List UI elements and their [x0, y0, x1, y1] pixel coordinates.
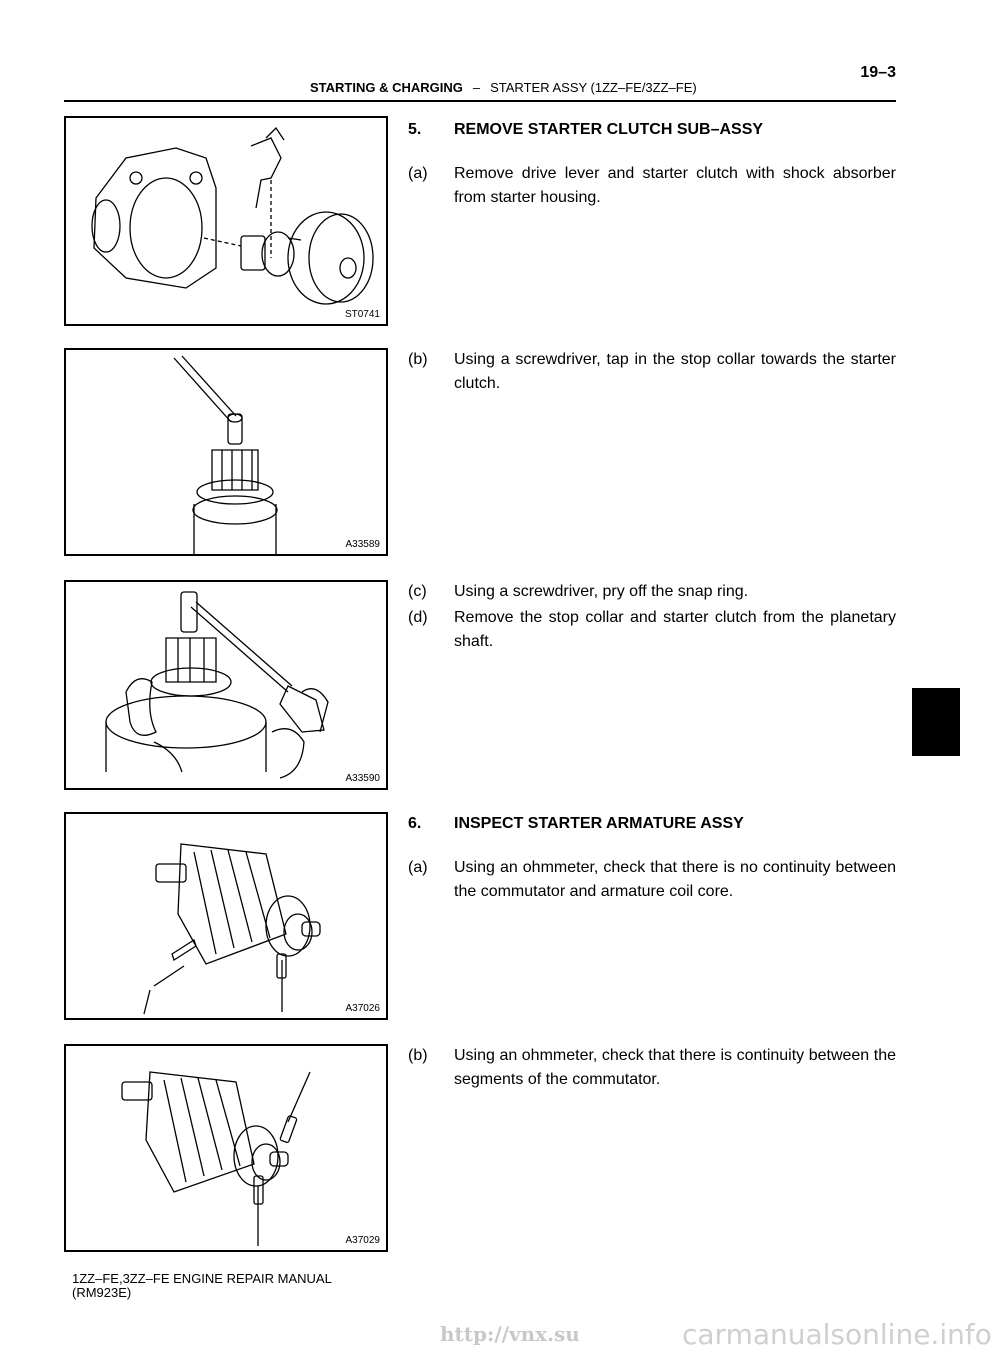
figure-pry-snap-ring [64, 580, 388, 790]
watermark-link[interactable]: http://vnx.su [440, 1322, 580, 1346]
substep-5a [408, 162, 896, 210]
substep-6b [408, 1044, 896, 1092]
section-title: STARTING & CHARGING [310, 80, 463, 95]
substep-text: Using a screwdriver, pry off the snap ring. [454, 583, 749, 600]
starter-housing-illustration [66, 118, 386, 324]
substep-label: (b) [408, 1047, 428, 1064]
section-thumb-tab [912, 688, 960, 756]
running-header [310, 80, 697, 95]
substep-5c [408, 580, 896, 604]
step-5-heading [408, 118, 896, 142]
substep-5b [408, 348, 896, 396]
figure-code: A33590 [345, 773, 380, 784]
substep-text: Using an ohmmeter, check that there is no continuity between the commutator and armature coil core. [454, 859, 896, 900]
substep-text: Remove the stop collar and starter clutch from the planetary shaft. [454, 609, 896, 650]
figure-tap-stop-collar [64, 348, 388, 556]
figure-code: A33589 [345, 539, 380, 550]
step-number: 5. [408, 121, 422, 138]
figure-code: A37029 [345, 1235, 380, 1246]
step-title: REMOVE STARTER CLUTCH SUB–ASSY [454, 121, 764, 138]
subsection-title: STARTER ASSY (1ZZ–FE/3ZZ–FE) [490, 80, 697, 95]
figure-armature-insulation-check [64, 812, 388, 1020]
substep-label: (b) [408, 351, 428, 368]
substep-label: (a) [408, 859, 428, 876]
step-6-heading [408, 812, 896, 836]
watermark-site[interactable]: carmanualsonline.info [682, 1318, 992, 1351]
substep-label: (d) [408, 609, 428, 626]
figure-starter-housing [64, 116, 388, 326]
substep-6a [408, 856, 896, 904]
substep-text: Using an ohmmeter, check that there is continuity between the segments of the commutator. [454, 1047, 896, 1088]
figure-code: ST0741 [344, 309, 380, 320]
commutator-continuity-illustration [66, 1046, 386, 1250]
step-title: INSPECT STARTER ARMATURE ASSY [454, 815, 744, 832]
substep-5d [408, 606, 896, 654]
step-number: 6. [408, 815, 422, 832]
header-rule [64, 100, 896, 102]
figure-commutator-continuity-check [64, 1044, 388, 1252]
page-number: 19–3 [860, 64, 896, 81]
substep-text: Using a screwdriver, tap in the stop collar towards the starter clutch. [454, 351, 896, 392]
substep-label: (c) [408, 583, 427, 600]
armature-insulation-illustration [66, 814, 386, 1018]
tap-stop-collar-illustration [66, 350, 386, 554]
figure-code: A37026 [345, 1003, 380, 1014]
header-separator: – [472, 80, 481, 95]
substep-label: (a) [408, 165, 428, 182]
footer-manual-title: 1ZZ–FE,3ZZ–FE ENGINE REPAIR MANUAL [72, 1271, 332, 1286]
footer-manual-code: (RM923E) [72, 1285, 132, 1300]
pry-snap-ring-illustration [66, 582, 386, 788]
substep-text: Remove drive lever and starter clutch with shock absorber from starter housing. [454, 165, 896, 206]
footer [72, 1272, 332, 1300]
